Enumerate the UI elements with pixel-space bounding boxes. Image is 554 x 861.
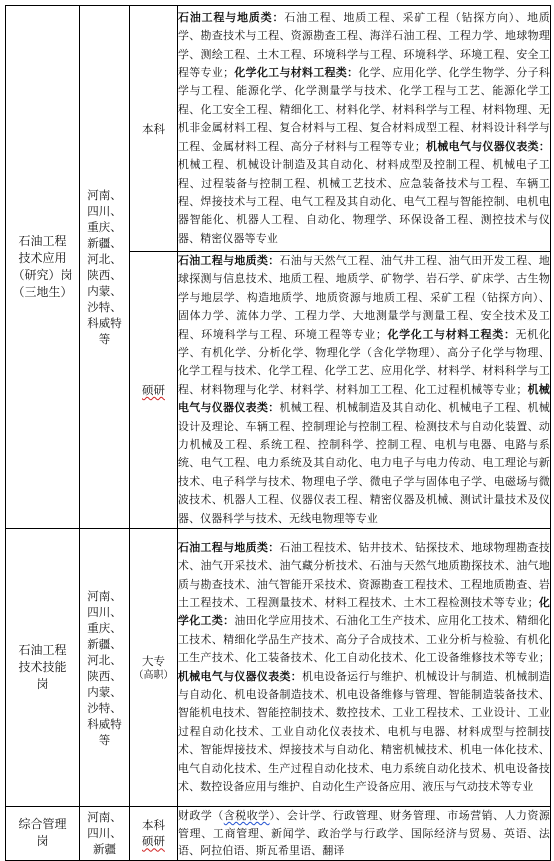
region-item: 新疆、	[87, 236, 122, 251]
major-category-title: 石油工程与地质类：	[178, 540, 280, 554]
region-item: 四川、	[87, 204, 122, 219]
table-row	[6, 807, 551, 861]
region-item: 新疆、	[87, 636, 122, 651]
region-item: 重庆、	[87, 620, 122, 635]
post-cell	[6, 529, 80, 807]
majors-cell	[178, 807, 551, 861]
majors-cell	[178, 252, 551, 529]
degree-cell	[130, 6, 178, 252]
major-category-title: 化学化工与材料工程类：	[387, 327, 516, 341]
degree-cell	[130, 807, 178, 861]
major-category-title: 石油工程与地质类：	[178, 254, 280, 267]
major-list: ）、会计学、行政管理、财务管理、市场营销、人力资源管理、工商管理、新闻学、政治学与行政学、国际经济与贸易、英语、法语、阿拉伯语、斯瓦希里语、翻译	[178, 809, 550, 858]
major-list: 机电设备运行与维护、机械设计与制造、机械制造与自动化、机电设备制造技术、机电设备维修与管理、智能制造装备技术、智能机电技术、智能控制技术、数控技术、工业工程技术、工业设计、工业过程自动化技术、工业自动化仪表技术、电机与电器、材料成型与控制技术、智能焊接技术、焊接技术与自动化、精密机械技术、机电一体化技术、电气自动化技术、生产过程自动化技术、电力系统自动化技术、机电设备技术、数控设备应用与维护、自动化生产设备应用、液压与气动技术等专业	[178, 669, 550, 794]
degree-label: 本科	[142, 818, 165, 833]
post-name-line: 石油工程	[18, 643, 67, 658]
region-item: 科威特	[87, 716, 122, 731]
region-item: 河北、	[87, 652, 122, 667]
region-item: 等	[98, 732, 111, 747]
region-item: 河南、	[87, 588, 122, 603]
region-item: 沙特、	[87, 700, 122, 715]
degree-label: 硕研	[142, 383, 165, 398]
degree-label: 大专	[142, 653, 165, 668]
degree-sublabel: （高职）	[133, 669, 174, 681]
region-item: 内蒙、	[87, 284, 122, 299]
major-list: 石油工程技术、钻井技术、钻探技术、地球物理勘查技术、油气开采技术、油气藏分析技术、石油与天然气地质勘探技术、油气地质与勘查技术、油气智能开采技术、资源勘查工程技术、工程地质勘查、岩土工程技术、工程测量技术、材料工程技术、土木工程检测技术等专业；	[178, 540, 550, 609]
region-item: 陕西、	[87, 668, 122, 683]
post-name-line: 综合管理	[18, 817, 67, 832]
post-name-line: 技术技能	[18, 660, 67, 675]
region-item: 重庆、	[87, 220, 122, 235]
region-item: 科威特	[87, 316, 122, 331]
major-list: 无机化学、有机化学、分析化学、物理化学（含化学物理）、高分子化学与物理、化学工程与技术、化学工程、化学工艺、应用化学、材料学、材料科学与工程、材料物理与化学、材料学、材料加工工程、化工过程机械等专业；	[178, 327, 551, 396]
major-category-title: 机械电气与仪器仪表类：	[178, 669, 303, 683]
recruitment-table	[5, 5, 551, 861]
major-category-title: 机械电气与仪器仪表类：	[425, 139, 550, 153]
post-name-line: 岗	[36, 834, 49, 849]
major-category-title: 石油工程与地质类：	[178, 10, 285, 24]
region-item: 河南、	[87, 810, 122, 825]
region-item: 四川、	[87, 604, 122, 619]
major-list: 化学、应用化学、化学生物学、分子科学与工程、能源化学、化学测量学与技术、化学工程与工艺、能源化学工程、化工安全工程、精细化工、材料化学、材料科学与工程、材料物理、无机非金属材料工程、复合材料与工程、复合材料成型工程、材料设计科学与工程、金属材料工程、高分子材料与工程等专业；	[178, 66, 550, 153]
major-list-marked: 含税收学	[223, 809, 270, 823]
region-item: 新疆	[93, 842, 116, 857]
regions-cell	[80, 529, 130, 807]
table-row	[6, 529, 551, 807]
degree-label: 硕研	[142, 834, 165, 849]
post-name-line: （三地生）	[12, 285, 73, 300]
post-name-line: 岗	[36, 677, 49, 692]
major-list: 机械工程、机械制造及其自动化、机械电子工程、机械设计及理论、车辆工程、控制理论与控制工程、检测技术与自动化装置、动力机械及工程、系统工程、控制科学、控制工程、电机与电器、电路与系统、电气工程、电力系统及其自动化、电力电子与电力传动、电工理论与新技术、电子科学与技术、物理电子学、微电子学与固体电子学、电磁场与微波技术、机器人工程、仪器仪表工程、精密仪器及机械、测试计量技术及仪器、仪器科学与技术、无线电物理等专业	[178, 401, 550, 525]
table-row	[6, 6, 551, 252]
major-category-title: 化学化工与材料工程类：	[234, 66, 359, 80]
region-item: 河北、	[87, 252, 122, 267]
region-item: 等	[98, 332, 111, 347]
region-item: 河南、	[87, 188, 122, 203]
post-cell	[6, 807, 80, 861]
region-item: 四川、	[87, 826, 122, 841]
region-item: 陕西、	[87, 268, 122, 283]
regions-cell	[80, 6, 130, 529]
degree-cell	[130, 529, 178, 807]
region-item: 沙特、	[87, 300, 122, 315]
degree-cell	[130, 252, 178, 529]
regions-cell	[80, 807, 130, 861]
major-list: 机械工程、机械设计制造及其自动化、材料成型及控制工程、机械电子工程、过程装备与控制工程、机械工艺技术、应急装备技术与工程、车辆工程、焊接技术与工程、电气工程及其自动化、电气工程与智能控制、电机电器智能化、机器人工程、自动化、物理学、环保设备工程、测控技术与仪器、精密仪器等专业	[178, 158, 550, 245]
major-category-title: 机械电气与仪器仪表类：	[178, 382, 551, 415]
major-list: 石油与天然气工程、油气井工程、油气田开发工程、地球探测与信息技术、地质工程、地质学、矿物学、岩石学、矿床学、古生物学与地层学、构造地质学、地质资源与地质工程、采矿工程（钻探方向）、固体力学、流体力学、工程力学、大地测量学与测量工程、安全技术及工程、环境科学与工程、环境工程等专业；	[178, 254, 550, 341]
major-list: 财政学（	[178, 809, 224, 823]
major-list: 油田化学应用技术、石油化工生产技术、应用化工技术、精细化工技术、精细化学品生产技术、高分子合成技术、工业分析与检验、有机化工生产技术、化工装备技术、化工自动化技术、化工设备维修技术等专业；	[178, 614, 550, 665]
post-cell	[6, 6, 80, 529]
post-name-line: 石油工程	[18, 234, 67, 249]
post-name-line: （研究）岗	[12, 268, 73, 283]
region-item: 内蒙、	[87, 684, 122, 699]
degree-label: 本科	[142, 121, 165, 136]
post-name-line: 技术应用	[18, 251, 67, 266]
majors-cell	[178, 6, 551, 252]
majors-cell	[178, 529, 551, 807]
major-list: 石油工程、地质工程、采矿工程（钻探方向）、地质学、勘查技术与工程、资源勘查工程、海洋石油工程、工程力学、地球物理学、测绘工程、土木工程、环境科学与工程、环境科学、环境工程、安全工程等专业；	[178, 10, 550, 80]
major-category-title: 化学化工类：	[178, 595, 550, 628]
